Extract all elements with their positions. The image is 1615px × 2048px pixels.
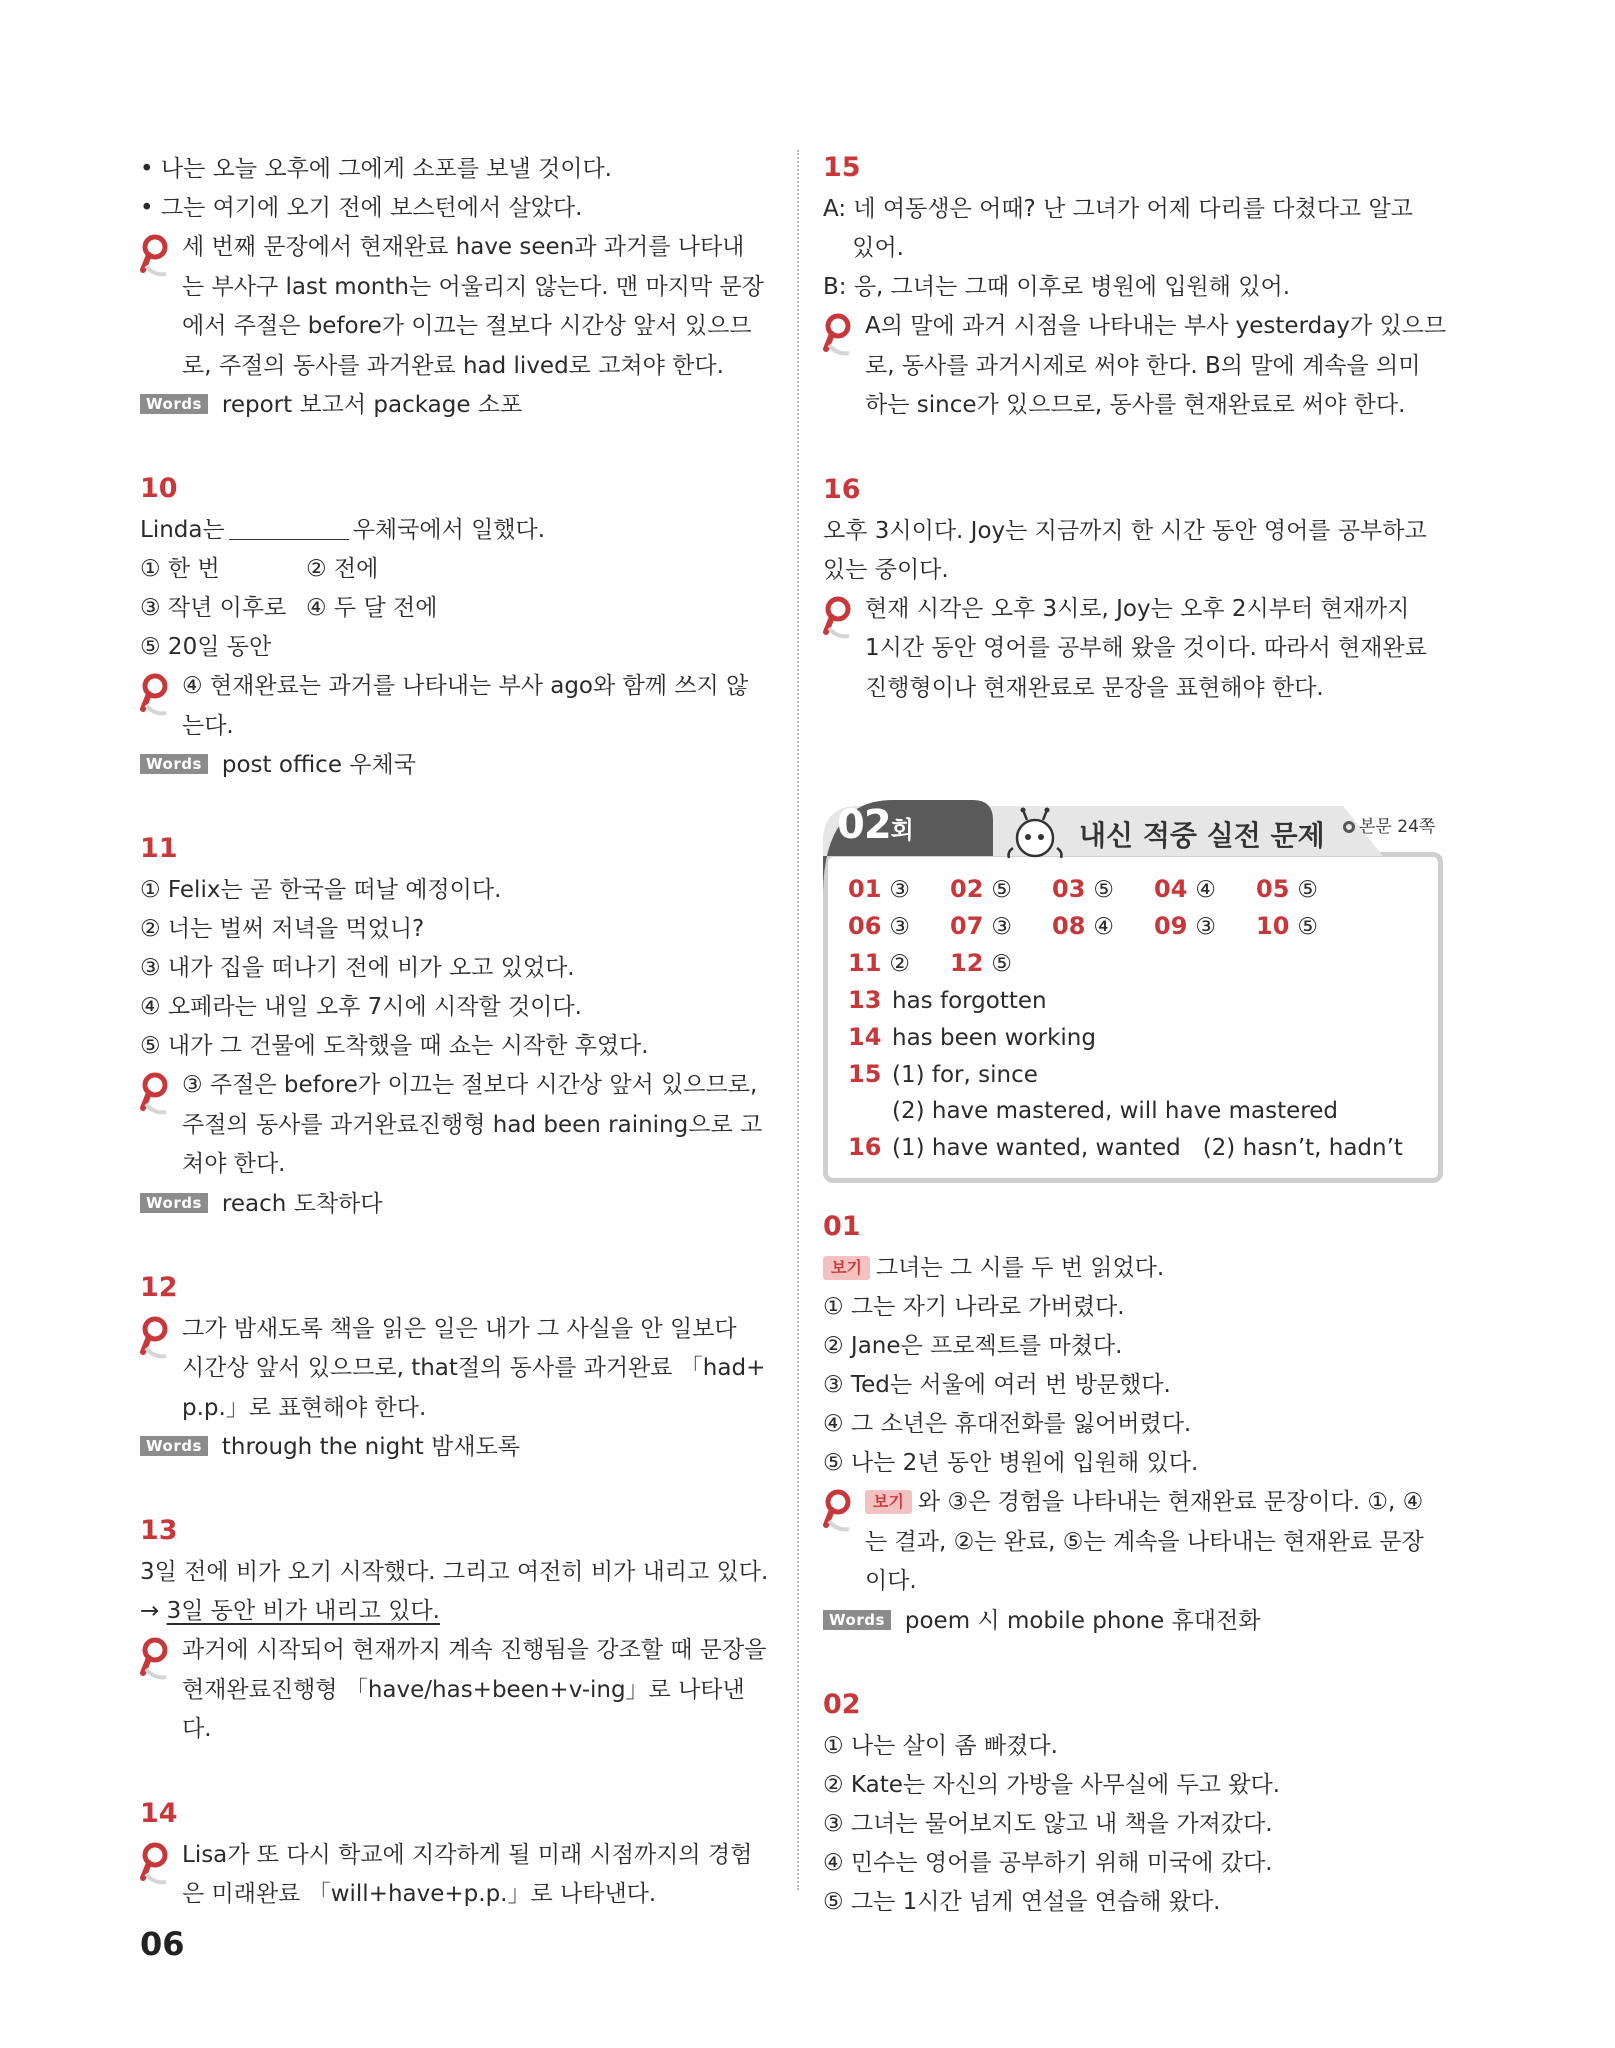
answer-key-header (823, 800, 1453, 896)
explanation-line: 과거에 시작되어 현재까지 계속 진행됨을 강조할 때 문장을 (182, 1637, 767, 1663)
question-number: 10 (140, 473, 178, 504)
answer-line: 13 has forgotten (848, 986, 1047, 1014)
question-line: 있는 중이다. (823, 556, 949, 583)
section-09 (140, 150, 770, 425)
explanation-line: 은 미래완료 「will+have+p.p.」로 나타낸다. (182, 1881, 657, 1907)
option: ① 한 번 (140, 556, 220, 582)
dialogue-line: 있어. (823, 235, 904, 261)
option-row (140, 628, 770, 667)
option-line: ③ Ted는 서울에 여러 번 방문했다. (823, 1372, 1171, 1398)
explanation (140, 228, 770, 386)
magnifier-icon (823, 313, 853, 359)
magnifier-icon (140, 1842, 170, 1888)
explanation-line: 로, 동사를 과거시제로 써야 한다. B의 말에 계속을 의미 (865, 352, 1421, 379)
page-number: 06 (140, 1925, 185, 1963)
option-line: ② Kate는 자신의 가방을 사무실에 두고 왔다. (823, 1771, 1281, 1798)
section-r01 (823, 1209, 1453, 1641)
words-text: post office 우체국 (221, 752, 416, 778)
question-sentence (140, 511, 770, 550)
explanation-line: 이다. (865, 1568, 917, 1594)
explanation-line: 쳐야 한다. (182, 1151, 286, 1177)
answer-cell: 07 ③ (950, 912, 1013, 940)
words-row (823, 1602, 1453, 1641)
explanation-line: p.p.」로 표현해야 한다. (182, 1394, 427, 1421)
option-line: ① Felix는 곧 한국을 떠날 예정이다. (140, 877, 502, 903)
words-row (140, 386, 770, 425)
section-12 (140, 1270, 770, 1468)
answer-line: 16 (1) have wanted, wanted (2) hasn’t, hadn’t (848, 1133, 1403, 1161)
left-column (140, 150, 770, 1915)
question-number: 13 (140, 1515, 178, 1546)
explanation (823, 590, 1453, 709)
right-column (823, 150, 1453, 1922)
explanation-line: ③ 주절은 before가 이끄는 절보다 시간상 앞서 있으므로, (182, 1072, 758, 1098)
magnifier-icon (140, 1637, 170, 1683)
answer-cell: 11 ② (848, 949, 911, 977)
explanation-line: 진행형이나 현재완료로 문장을 표현해야 한다. (865, 674, 1324, 701)
magnifier-icon (823, 596, 853, 642)
section-13 (140, 1513, 770, 1750)
question-number: 14 (140, 1797, 178, 1829)
option-row (140, 550, 770, 589)
dialogue-line: A: 네 여동생은 어때? 난 그녀가 어제 다리를 다쳤다고 알고 (823, 196, 1413, 222)
explanation-line: 1시간 동안 영어를 공부해 왔을 것이다. 따라서 현재완료 (865, 635, 1427, 661)
option-line: ④ 그 소년은 휴대전화를 잃어버렸다. (823, 1411, 1192, 1437)
answer-cell: 09 ③ (1154, 912, 1217, 940)
column-divider (797, 150, 799, 1890)
answer-cell: 10 ⑤ (1256, 912, 1319, 940)
explanation-line: A의 말에 과거 시점을 나타내는 부사 yesterday가 있으므 (865, 313, 1447, 339)
answer-box (823, 852, 1443, 1183)
option-line: ④ 오페라는 내일 오후 7시에 시작할 것이다. (140, 994, 582, 1020)
section-14 (140, 1796, 770, 1915)
arrow-icon: → (140, 1598, 160, 1624)
option-line: ⑤ 내가 그 건물에 도착했을 때 쇼는 시작한 후였다. (140, 1033, 649, 1059)
words-tag: Words (823, 1610, 891, 1630)
section-10 (140, 471, 770, 785)
words-text: reach 도착하다 (221, 1190, 383, 1217)
page-reference: 본문 24쪽 (1343, 812, 1435, 837)
question-number: 16 (823, 473, 861, 505)
explanation-line: Lisa가 또 다시 학교에 지각하게 될 미래 시점까지의 경험 (182, 1841, 753, 1868)
explanation-line: 그가 밤새도록 책을 읽은 일은 내가 그 사실을 안 일보다 (182, 1315, 737, 1342)
question-number: 01 (823, 1211, 861, 1242)
magnifier-icon (823, 1489, 853, 1535)
answer-line (140, 1592, 770, 1631)
question-text: Linda는 (140, 517, 225, 543)
explanation-line: 현재 시각은 오후 3시로, Joy는 오후 2시부터 현재까지 (865, 595, 1410, 622)
explanation (140, 1310, 770, 1429)
section-r02 (823, 1687, 1453, 1922)
explanation-line: ④ 현재완료는 과거를 나타내는 부사 ago와 함께 쓰지 않 (182, 673, 749, 699)
question-number: 12 (140, 1271, 178, 1303)
explanation-line: 보기 와 ③은 경험을 나타내는 현재완료 문장이다. ①, ④ (865, 1483, 1453, 1523)
answer-cell: 03 ⑤ (1052, 875, 1115, 903)
section-16 (823, 472, 1453, 709)
explanation-line: 는 결과, ②는 완료, ⑤는 계속을 나타내는 현재완료 문장 (865, 1528, 1424, 1555)
answer-key-section (823, 800, 1453, 1183)
explanation-line: 시간상 앞서 있으므로, that절의 동사를 과거완료 「had+ (182, 1355, 766, 1381)
explanation-line: 에서 주절은 before가 이끄는 절보다 시간상 앞서 있으므 (182, 313, 752, 339)
explanation-line: 는 부사구 last month는 어울리지 않는다. 맨 마지막 문장 (182, 273, 764, 300)
explanation-line: 로, 주절의 동사를 과거완료 had lived로 고쳐야 한다. (182, 352, 724, 379)
option-line: ② Jane은 프로젝트를 마쳤다. (823, 1333, 1123, 1359)
option-line: ⑤ 그는 1시간 넘게 연설을 연습해 왔다. (823, 1888, 1221, 1915)
answer-cell: 01 ③ (848, 875, 911, 903)
option-line: ① 그는 자기 나라로 가버렸다. (823, 1294, 1125, 1320)
magnifier-icon (140, 673, 170, 719)
answer-line: 14 has been working (848, 1023, 1096, 1051)
round-number: 02회 (837, 802, 913, 848)
explanation (823, 307, 1453, 426)
answer-blank (229, 519, 349, 540)
option-line: ② 너는 벌써 저녁을 먹었니? (140, 916, 425, 942)
option-line: ③ 그녀는 물어보지도 않고 내 책을 가져갔다. (823, 1810, 1273, 1837)
magnifier-icon (140, 1072, 170, 1118)
example-tag: 보기 (823, 1256, 870, 1280)
words-row (140, 746, 770, 785)
option: ④ 두 달 전에 (306, 595, 438, 621)
example-line (823, 1249, 1453, 1288)
explanation (140, 667, 770, 746)
explanation-line: 는다. (182, 712, 234, 739)
magnifier-icon (140, 1316, 170, 1362)
answer-key-title: 내신 적중 실전 문제 (1079, 819, 1325, 852)
circle-icon (1343, 821, 1355, 833)
option-row (140, 589, 770, 628)
explanation-line: 주절의 동사를 과거완료진행형 had been raining으로 고 (182, 1111, 763, 1138)
words-row (140, 1428, 770, 1467)
answer-cell: 06 ③ (848, 912, 911, 940)
section-15 (823, 150, 1453, 426)
answer-cell: 08 ④ (1052, 912, 1115, 940)
magnifier-icon (140, 234, 170, 280)
answer-cell: 05 ⑤ (1256, 875, 1319, 903)
bullet-line: • 나는 오늘 오후에 그에게 소포를 보낼 것이다. (140, 156, 612, 182)
option-line: ① 나는 살이 좀 빠졌다. (823, 1732, 1058, 1759)
answer-line: (2) have mastered, will have mastered (892, 1098, 1338, 1124)
option: ⑤ 20일 동안 (140, 634, 272, 660)
question-number: 02 (823, 1688, 861, 1720)
answer-lines (848, 982, 1438, 1166)
answer-line: 15 (1) for, since (848, 1060, 1038, 1088)
answer-text: 3일 동안 비가 내리고 있다. (166, 1598, 440, 1624)
explanation (140, 1836, 770, 1915)
question-text: 우체국에서 일했다. (352, 517, 546, 543)
example-text: 그녀는 그 시를 두 번 읽었다. (875, 1255, 1165, 1281)
words-text: report 보고서 package 소포 (221, 392, 523, 418)
example-tag: 보기 (865, 1490, 912, 1514)
explanation-line: 현재완료진행형 「have/has+been+v-ing」로 나타낸다. (182, 1676, 745, 1742)
option-line: ⑤ 나는 2년 동안 병원에 입원해 있다. (823, 1450, 1199, 1476)
question-line: 오후 3시이다. Joy는 지금까지 한 시간 동안 영어를 공부하고 (823, 517, 1427, 544)
words-row (140, 1185, 770, 1224)
explanation (140, 1631, 770, 1750)
explanation-line: 하는 since가 있으므로, 동사를 현재완료로 써야 한다. (865, 392, 1406, 418)
words-text: poem 시 mobile phone 휴대전화 (904, 1607, 1261, 1634)
question-number: 11 (140, 833, 178, 864)
words-text: through the night 밤새도록 (221, 1434, 520, 1460)
explanation-line: 세 번째 문장에서 현재완료 have seen과 과거를 나타내 (182, 234, 745, 260)
words-tag: Words (140, 394, 208, 414)
words-tag: Words (140, 754, 208, 774)
answer-cell: 12 ⑤ (950, 949, 1013, 977)
option-line: ③ 내가 집을 떠나기 전에 비가 오고 있었다. (140, 955, 575, 981)
answer-cell: 04 ④ (1154, 875, 1217, 903)
question-number: 15 (823, 152, 861, 183)
bullet-line: • 그는 여기에 오기 전에 보스턴에서 살았다. (140, 195, 583, 221)
words-tag: Words (140, 1436, 208, 1456)
dialogue-line: B: 응, 그녀는 그때 이후로 병원에 입원해 있어. (823, 274, 1291, 300)
option: ② 전에 (306, 556, 379, 582)
option: ③ 작년 이후로 (140, 595, 287, 621)
words-tag: Words (140, 1193, 208, 1213)
option-line: ④ 민수는 영어를 공부하기 위해 미국에 갔다. (823, 1849, 1273, 1876)
section-11 (140, 831, 770, 1224)
question-line: 3일 전에 비가 오기 시작했다. 그리고 여전히 비가 내리고 있다. (140, 1559, 769, 1585)
explanation (823, 1483, 1453, 1602)
explanation (140, 1066, 770, 1185)
answer-cell: 02 ⑤ (950, 875, 1013, 903)
